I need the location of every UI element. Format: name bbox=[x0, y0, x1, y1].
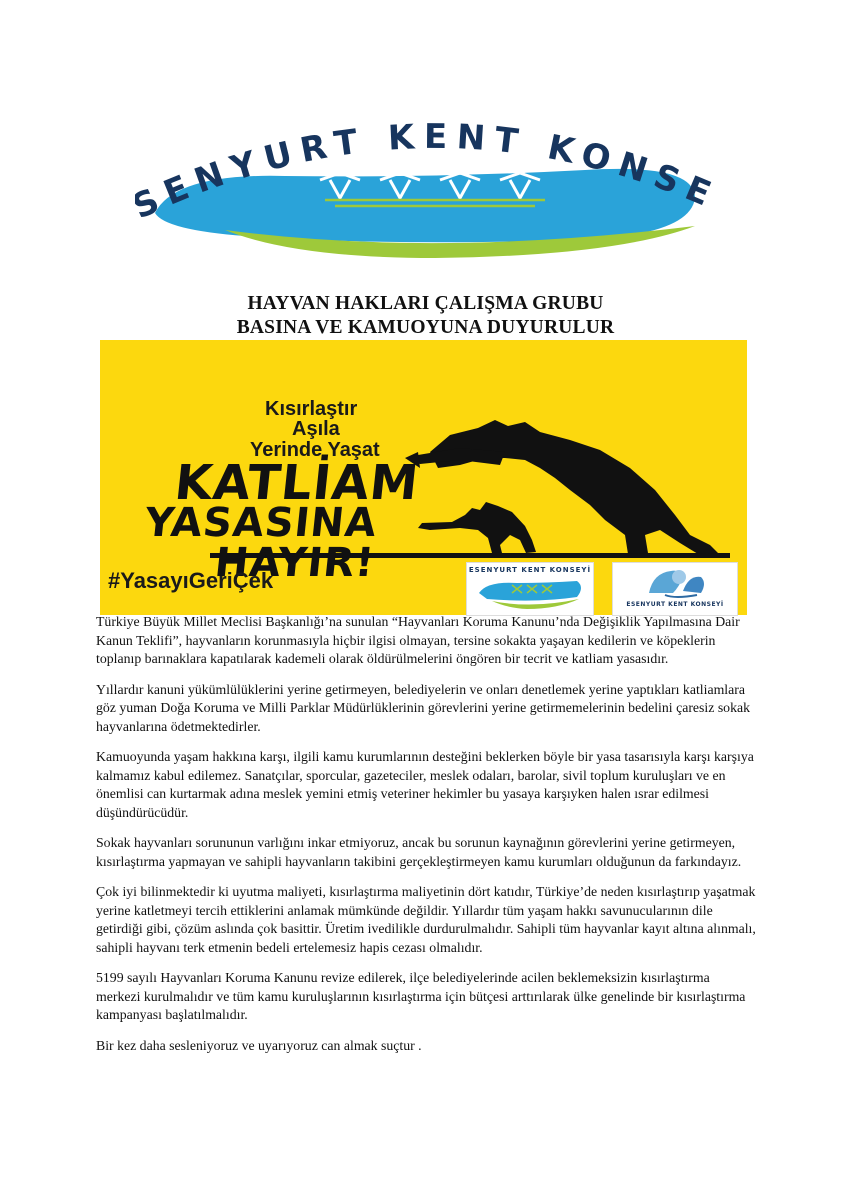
paragraph: Bir kez daha sesleniyoruz ve uyarıyoruz can almak suçtur . bbox=[96, 1037, 422, 1053]
poster-line-1: Kısırlaştır bbox=[265, 398, 358, 420]
paragraph: Kamuoyunda yaşam hakkına karşı, ilgili kamu kurumlarının desteğini beklerken böyle bir yasa tasarısıyla karşı karşıya kalmamız kabul edilemez. Sanatçılar, sporcular, gazeteciler, meslek odaları, barolar, sivil toplum kuruluşları ve en önemlisi can kurtarmak adına meslek yemini etmiş veteriner hekimler bu yasaya karşıyken halen ısrar edilmesi düşündürücüdür. bbox=[96, 749, 754, 820]
card2-text: ESENYURT KENT KONSEYİ bbox=[626, 601, 724, 608]
poster-big-line-3: HAYIR! bbox=[212, 540, 377, 586]
card1-text: ESENYURT KENT KONSEYİ bbox=[468, 566, 592, 574]
paragraph: 5199 sayılı Hayvanları Koruma Kanunu revize edilerek, ilçe belediyelerinde acilen beklemeksizin kısırlaştırma merkezi kurulmalıdır ve tüm kamu kuruluşlarının kısırlaştırma için bütçesi arttırılarak ülke genelinde bir kısırlaştırma kampanyası başlatılmalıdır. bbox=[96, 970, 746, 1022]
esenyurt-kent-konseyi-logo bbox=[135, 118, 740, 268]
paragraph: Çok iyi bilinmektedir ki uyutma maliyeti, kısırlaştırma maliyetinin dört katıdır, Türkiye’de neden kısırlaştırıp yaşatmak yerine katletmeyi tercih ettiklerini anlamak mümkünde değildir. Yıllardır tüm yaşam hakkı savunucularının dile getirdiği gibi, çözüm aslında çok basittir. Üretim ivedilikle durdurulmalıdır. Sahipli tüm hayvanlar kayıt altına alınmalı, sahipli hayvanı terk etmenin bedeli ertelemesiz hapis cezası olmalıdır. bbox=[96, 884, 756, 955]
paragraph: Sokak hayvanları sorununun varlığını inkar etmiyoruz, ancak bu sorunun kaynağının görevlerini yerine getirmeyen, kısırlaştırma yapmayan ve sahipli hayvanların takibini gerçekleştirmeyen kamu kurumları olduğunun da farkındayız. bbox=[96, 835, 742, 869]
paragraph: Yıllardır kanuni yükümlülüklerini yerine getirmeyen, belediyelerin ve onları denetlemek yerine yaptıkları katliamlara göz yuman Doğa Koruma ve Milli Parklar Müdürlüklerinin görevlerini yerine getirmemelerinin bedelini çaresiz sokak hayvanlarına ödetmektedirler. bbox=[96, 681, 751, 734]
logo-graphic bbox=[135, 118, 740, 268]
heading-line-2: BASINA VE KAMUOYUNA DUYURULUR bbox=[236, 317, 615, 338]
heading-line-1: HAYVAN HAKLARI ÇALIŞMA GRUBU bbox=[247, 293, 604, 314]
cat-silhouette bbox=[418, 502, 536, 553]
poster-card-kent-konseyi bbox=[466, 562, 594, 616]
poster-line-2: Aşıla bbox=[292, 418, 340, 440]
announcement-body bbox=[96, 613, 756, 1067]
poster-big-line-2: YASASINA bbox=[142, 500, 380, 546]
logo-text: ENYURT KENT KONSE bbox=[158, 118, 725, 218]
poster-hashtag: #YasayıGeriÇek bbox=[108, 568, 274, 593]
card-animal-icon bbox=[613, 563, 737, 603]
poster-card-animals bbox=[612, 562, 738, 616]
poster-big-line-1: KATLİAM bbox=[172, 455, 422, 511]
dog-silhouette bbox=[430, 420, 718, 554]
paragraph: Türkiye Büyük Millet Meclisi Başkanlığı’na sunulan “Hayvanları Koruma Kanunu’nda Değişiklik Yapılmasına Dair Kanun Teklifi”, hayvanların korunmasıyla hiçbir ilgisi olmayan, tersine sokakta yaşayan kedilerin ve köpeklerin toplanıp barınaklara kapatılarak kademeli olarak öldürülmelerini öngören bir tecrit ve katliam yasasıdır. bbox=[96, 614, 740, 666]
poster-line-3: Yerinde Yaşat bbox=[250, 439, 380, 461]
